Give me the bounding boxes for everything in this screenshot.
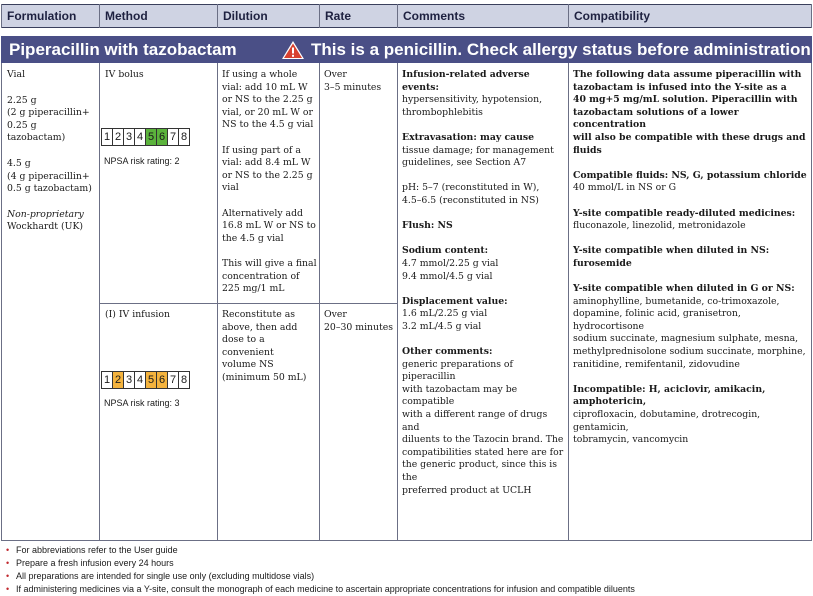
risk-box: 1 bbox=[101, 371, 113, 389]
risk-box: 3 bbox=[123, 371, 135, 389]
dilution-bolus: If using a whole vial: add 10 mL W or NS to the 2.25 g vial, or 20 mL W or NS to the 4.5 g vial If using part of a vial: add 8.4 mL W or NS to the 2.25 g vial Alternatively add 16.8 mL W or NS to the 4.5 g vial This will give a final concentration of 225 mg/1 mL bbox=[222, 69, 317, 295]
method-iv-infusion: (I) IV infusion bbox=[105, 309, 170, 320]
bullet-icon: • bbox=[6, 584, 10, 594]
footnote: • For abbreviations refer to the User guide bbox=[6, 545, 178, 555]
risk-box: 4 bbox=[134, 128, 146, 146]
risk-box: 3 bbox=[123, 128, 135, 146]
risk-box: 1 bbox=[101, 128, 113, 146]
npsa-risk-rating-infusion: NPSA risk rating: 3 bbox=[104, 398, 180, 408]
warning-icon bbox=[281, 40, 305, 60]
rate-bolus: Over 3–5 minutes bbox=[324, 69, 382, 93]
header-rate: Rate bbox=[319, 4, 397, 28]
header-method: Method bbox=[99, 4, 217, 28]
drug-title-band bbox=[1, 36, 812, 63]
footnote: • If administering medicines via a Y-site, consult the monograph of each medicine to ascertain appropriate concentrations for infusion and compatible diluents bbox=[6, 584, 635, 594]
risk-box: 8 bbox=[178, 128, 190, 146]
risk-box: 4 bbox=[134, 371, 146, 389]
risk-scale-bolus bbox=[101, 128, 189, 146]
risk-box: 8 bbox=[178, 371, 190, 389]
bullet-icon: • bbox=[6, 571, 10, 581]
drug-name: Piperacillin with tazobactam bbox=[9, 40, 237, 59]
header-formulation: Formulation bbox=[1, 4, 99, 28]
compatibility-cell: The following data assume piperacillin with tazobactam is infused into the Y-site as a 40 mg+5 mg/mL solution. Piperacillin with tazobactam solutions of a lower concentration will also be compatible with these drugs and fluids Compatible fluids: NS, G, potassium chloride 40 mmol/L in NS or G Y-site compatible ready-diluted medicines: fluconazole, linezolid, metronidazole Y-site compatible when diluted in NS: furosemide Y-site compatible when diluted in G or NS: aminophylline, bumetanide, co-trimoxazole, dopamine, folinic acid, granisetron, hydrocortisone sodium succinate, magnesium sulphate, mesna, methylprednisolone sodium succinate, morphine, ranitidine, remifentanil, zidovudine Incompatible: H, aciclovir, amikacin, amphotericin, ciprofloxacin, dobutamine, drotrecogin, gentamicin, tobramycin, vancomycin bbox=[573, 69, 807, 446]
risk-box-highlighted: 5 bbox=[145, 371, 157, 389]
risk-box: 7 bbox=[167, 371, 179, 389]
risk-box: 7 bbox=[167, 128, 179, 146]
risk-box-highlighted: 6 bbox=[156, 371, 168, 389]
npsa-risk-rating-bolus: NPSA risk rating: 2 bbox=[104, 156, 180, 166]
footnote: • Prepare a fresh infusion every 24 hours bbox=[6, 558, 174, 568]
risk-box-highlighted: 6 bbox=[156, 128, 168, 146]
method-iv-bolus: IV bolus bbox=[105, 69, 144, 80]
risk-box-highlighted: 2 bbox=[112, 371, 124, 389]
formulation-cell: Vial 2.25 g (2 g piperacillin+ 0.25 g tazobactam) 4.5 g (4 g piperacillin+ 0.5 g tazobactam) Non-proprietary Wockhardt (UK) bbox=[7, 69, 92, 233]
bullet-icon: • bbox=[6, 545, 10, 555]
rate-infusion: Over 20–30 minutes bbox=[324, 309, 394, 333]
penicillin-warning: This is a penicillin. Check allergy status before administration bbox=[311, 40, 811, 59]
dilution-infusion: Reconstitute as above, then add dose to a convenient volume NS (minimum 50 mL) bbox=[222, 309, 307, 383]
bullet-icon: • bbox=[6, 558, 10, 568]
comments-cell: Infusion-related adverse events: hypersensitivity, hypotension, thrombophlebitis Extravasation: may cause tissue damage; for management guidelines, see Section A7 pH: 5–7 (reconstituted in W), 4.5–6.5 (reconstituted in NS) Flush: NS Sodium content: 4.7 mmol/2.25 g vial 9.4 mmol/4.5 g vial Displacement value: 1.6 mL/2.25 g vial 3.2 mL/4.5 g vial Other comments: generic preparations of piperacillin with tazobactam may be compatible with a different range of drugs and diluents to the Tazocin brand. The compatibilities stated here are for the generic product, since this is the preferred product at UCLH bbox=[402, 69, 564, 496]
header-comments: Comments bbox=[397, 4, 568, 28]
risk-box-highlighted: 5 bbox=[145, 128, 157, 146]
risk-scale-infusion bbox=[101, 371, 189, 389]
header-dilution: Dilution bbox=[217, 4, 319, 28]
header-compatibility: Compatibility bbox=[568, 4, 812, 28]
footnote: • All preparations are intended for single use only (excluding multidose vials) bbox=[6, 571, 315, 581]
risk-box: 2 bbox=[112, 128, 124, 146]
